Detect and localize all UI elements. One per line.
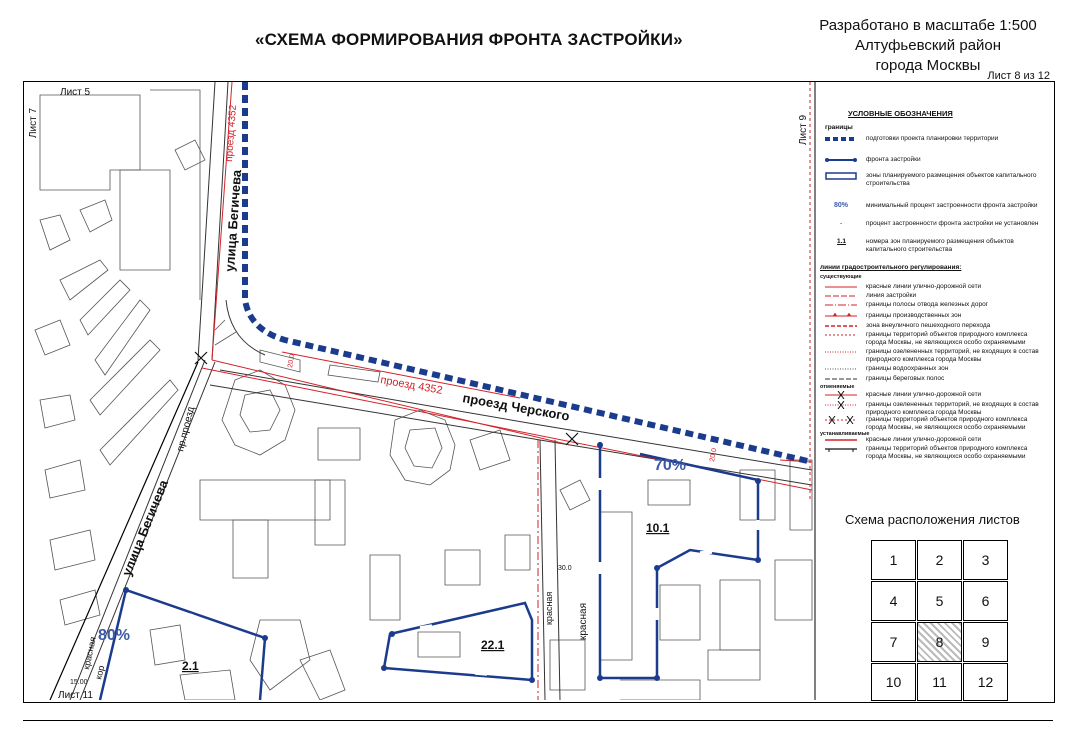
legend-item-text: границы полосы отвода железных дорог [866,301,989,308]
sheet-cell-10[interactable]: 10 [871,663,916,701]
rail-line-icon [825,301,857,309]
legend-item-text: красные линии улично-дорожной сети [866,436,982,443]
legend-item-text: границы производственных зон [866,312,962,319]
dimension-20-b: 20.0 [709,447,719,463]
zone-label-22-1: 22.1 [481,638,505,652]
legend-item-text: номера зон планируемого размещения объектов капитального строительства [866,238,1014,253]
sheet-cell-11[interactable]: 11 [917,663,962,701]
sheet-cell-12[interactable]: 12 [963,663,1008,701]
front-gaps [190,478,758,674]
street-label-pr-proezd: пр.проезд [175,405,198,453]
sheet-scheme-grid[interactable] [871,540,1009,690]
dashed-boundary-icon [825,135,857,143]
red-line-icon [825,283,857,291]
legend-item-text: границы территорий объектов природного комплекса города Москвы, не являющихся особо охраняемыми [866,416,1028,431]
percent-label-80: 80% [98,627,131,644]
street-label-cherskogo: проезд Черского [461,390,571,424]
cancel-red-line-icon [825,391,857,399]
legend-item-text: границы береговых полос [866,375,945,382]
sheet-cell-9[interactable]: 9 [963,622,1008,662]
base-buildings [35,90,812,700]
scale-line: Разработано в масштабе 1:500 [819,17,1037,34]
sheet-cell-4[interactable]: 4 [871,581,916,621]
sheet-ref-left[interactable]: Лист 7 [28,107,39,138]
sheet-cell-2[interactable]: 2 [917,540,962,580]
nature-complex-icon [825,331,857,339]
legend-established-header: устанавливаемые [820,431,870,437]
shore-line-icon [825,375,857,383]
pedestrian-zone-icon [825,322,857,330]
legend-item-text: фронта застройки [866,156,921,163]
street-label-begicheva-north: улица Бегичева [222,169,245,273]
red-line-label-kor: кор [93,664,107,681]
dimension-20-a: 20.0 [287,353,297,369]
legend-item-text: минимальный процент застроенности фронта застройки [866,202,1038,209]
legend-boundaries-header: границы [825,124,853,131]
sheet-cell-6[interactable]: 6 [963,581,1008,621]
front-line-icon [825,156,857,164]
zone-rect-icon [825,172,857,180]
build-line-icon [825,292,857,300]
water-zone-icon [825,365,857,373]
zone-outlines [100,442,758,700]
cancel-nature-icon [825,416,857,424]
red-line-label-krasnaya-2: красная [544,591,554,625]
percent-label-70: 70% [654,457,687,474]
sheet-cell-1[interactable]: 1 [871,540,916,580]
dimension-30: 30.0 [558,565,572,572]
sheet-ref-bottom[interactable]: Лист 11 [58,690,93,701]
legend-item-text: границы территорий объектов природного комплекса города Москвы, не являющихся особо охраняемыми [866,331,1028,346]
street-label-4352: проезд 4352 [379,374,444,397]
legend-title: УСЛОВНЫЕ ОБОЗНАЧЕНИЯ [848,109,953,118]
sheet-cell-7[interactable]: 7 [871,622,916,662]
legend-item-text: процент застроенности фронта застройки не установлен [866,220,1039,227]
new-nature-icon [825,445,857,453]
green-area-icon [825,348,857,356]
industrial-line-icon [825,312,857,320]
number-sample: 1.1 [837,238,847,245]
legend-item-text: красные линии улично-дорожной сети [866,391,982,398]
dimension-15: 15.00 [70,679,88,686]
legend-item-text: подготовки проекта планировки территории [866,135,999,142]
legend-item-text: границы озелененных территорий, не входящих в состав природного комплекса города Москвы [866,401,1039,416]
legend-regulation-header: линии градостроительного регулирования: [820,264,962,271]
legend-item-text: границы водоохранных зон [866,365,949,372]
legend-cancel-header: отменяемые [820,384,855,390]
red-line-label-krasnaya-1: красная [578,603,589,640]
legend-item-text: границы озелененных территорий, не входящих в состав природного комплекса города Москвы [866,348,1039,363]
sheet-ref-right[interactable]: Лист 9 [798,114,809,145]
district-line: Алтуфьевский район [854,37,1002,54]
legend-item-text: границы территорий объектов природного комплекса города Москвы, не являющихся особо охраняемыми [866,445,1028,460]
street-axes [50,362,198,700]
legend-item-text: красные линии улично-дорожной сети [866,283,982,290]
dash-sample: - [840,220,843,227]
sheet-number: Лист 8 из 12 [987,70,1050,82]
sheet-scheme-title: Схема расположения листов [845,512,1020,527]
sheet-ref-top[interactable]: Лист 5 [60,87,91,98]
zone-label-2-1: 2.1 [182,659,199,673]
legend-item-text: зоны планируемого размещения объектов капитального строительства [866,172,1037,187]
sheet-cell-3[interactable]: 3 [963,540,1008,580]
sheet-cell-8-current[interactable]: 8 [917,622,962,662]
city-line: города Москвы [875,57,981,74]
street-label-4352-top: проезд 4352 [224,104,239,163]
zone-label-10-1: 10.1 [646,521,670,535]
legend-existing-header: существующие [820,274,862,280]
page-title: «СХЕМА ФОРМИРОВАНИЯ ФРОНТА ЗАСТРОЙКИ» [255,30,683,49]
percent-sample: 80% [834,202,849,209]
red-line-label-krasnaya-3: красная [81,635,98,671]
sheet-cell-5[interactable]: 5 [917,581,962,621]
street-label-begicheva-south: улица Бегичева [118,477,172,579]
legend-item-text: линия застройки [866,292,917,299]
legend-item-text: зона внеуличного пешеходного перехода [866,322,991,329]
cancel-green-icon [825,401,857,409]
new-red-line-icon [825,436,857,444]
